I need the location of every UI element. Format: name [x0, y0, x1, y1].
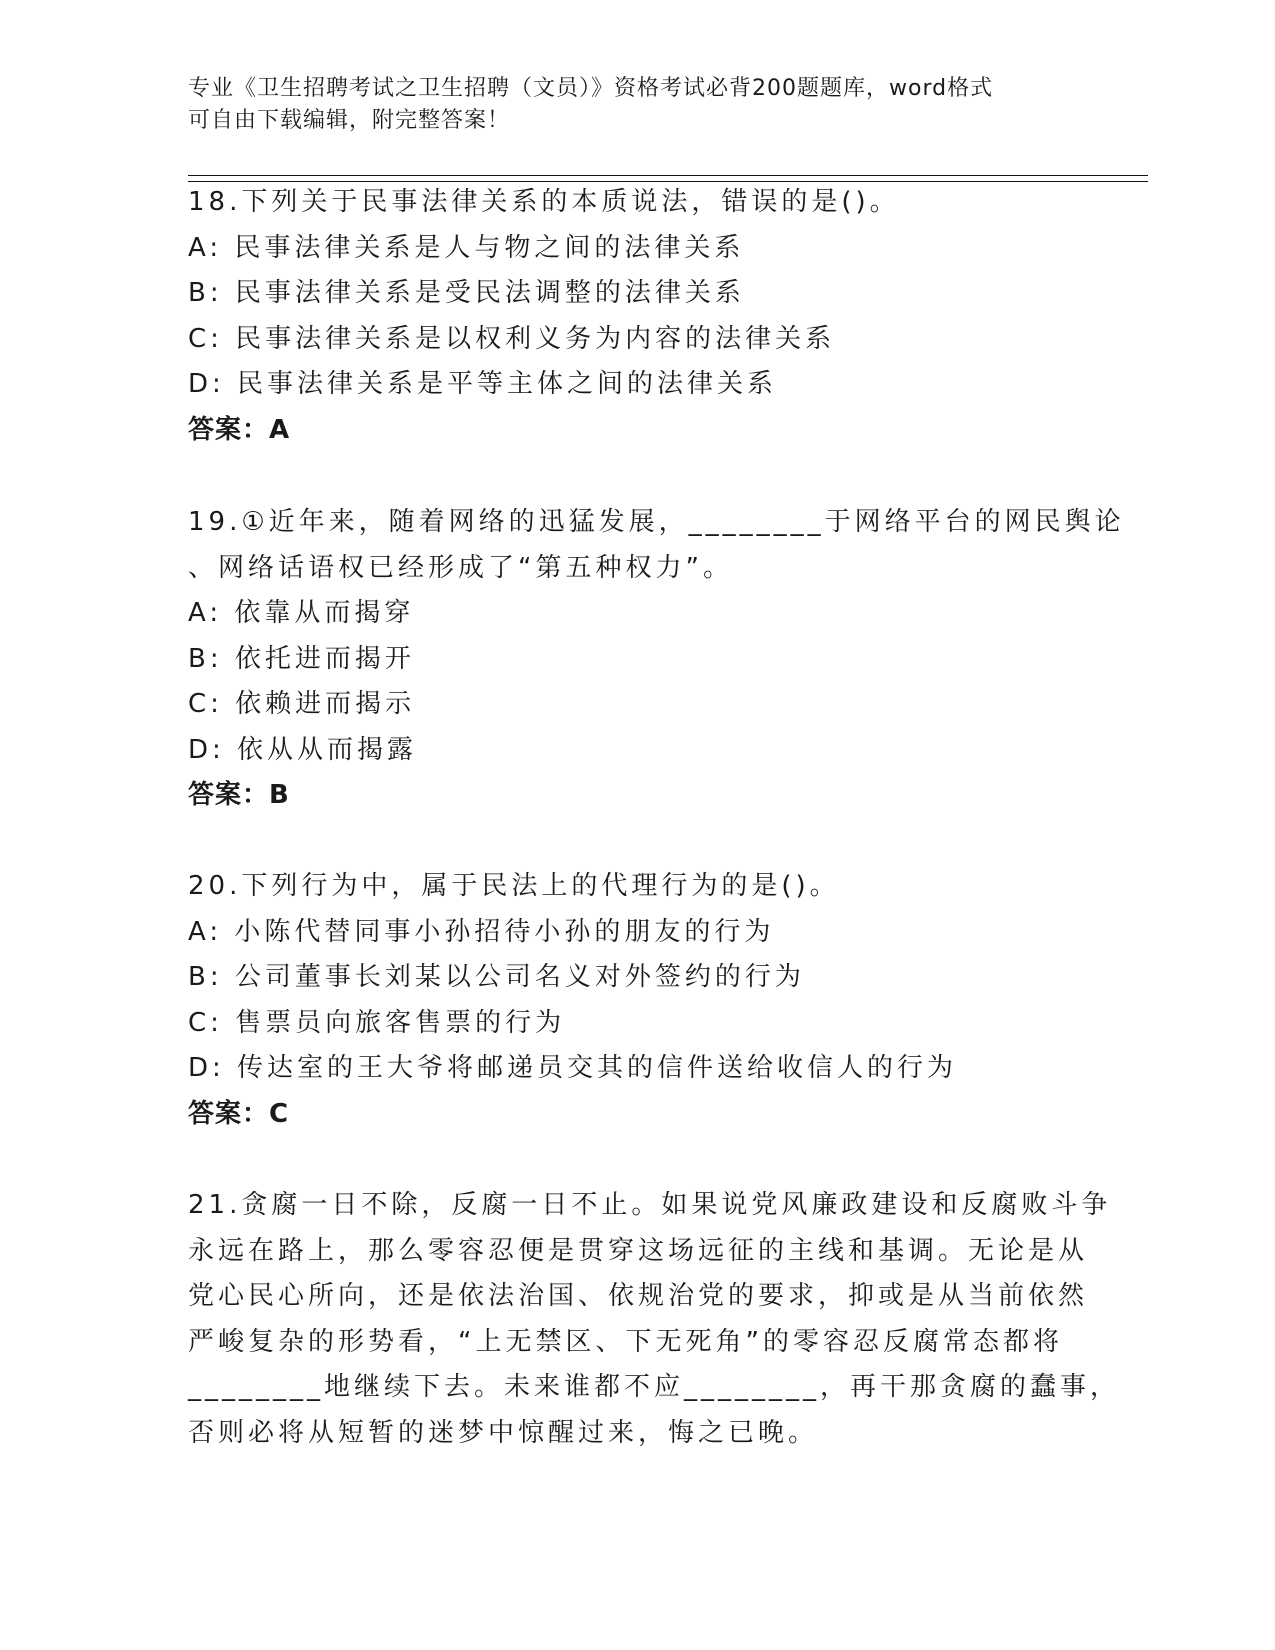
question-stem-continued: 严峻复杂的形势看，“上无禁区、下无死角”的零容忍反腐常态都将 [188, 1326, 1063, 1357]
question-stem-continued: ________地继续下去。未来谁都不应________，再干那贪腐的蠢事， [188, 1372, 1121, 1402]
option-a: A: 依靠从而揭穿 [188, 598, 415, 628]
option-a: A: 民事法律关系是人与物之间的法律关系 [188, 232, 745, 263]
option-a: A: 小陈代替同事小孙招待小孙的朋友的行为 [188, 916, 775, 947]
question-stem: 19.①近年来，随着网络的迅猛发展，________于网络平台的网民舆论 [188, 507, 1125, 537]
answer: 答案：B [188, 780, 290, 810]
header-line-1: 专业《卫生招聘考试之卫生招聘（文员）》资格考试必背200题题库，word格式 [188, 76, 994, 101]
option-c: C: 民事法律关系是以权利义务为内容的法律关系 [188, 323, 836, 354]
header-rule-top [188, 175, 1148, 176]
answer: 答案：C [188, 1098, 290, 1129]
option-b: B: 公司董事长刘某以公司名义对外签约的行为 [188, 962, 805, 992]
option-d: D: 民事法律关系是平等主体之间的法律关系 [188, 369, 778, 399]
question-stem-continued: 、网络话语权已经形成了“第五种权力”。 [188, 552, 733, 583]
question-stem: 20.下列行为中，属于民法上的代理行为的是()。 [188, 871, 840, 901]
question-stem-continued: 党心民心所向，还是依法治国、依规治党的要求，抑或是从当前依然 [188, 1281, 1089, 1311]
question-stem-continued: 永远在路上，那么零容忍便是贯穿这场远征的主线和基调。无论是从 [188, 1235, 1089, 1266]
option-d: D: 传达室的王大爷将邮递员交其的信件送给收信人的行为 [188, 1053, 958, 1083]
document-header [188, 73, 1068, 137]
question-19 [188, 500, 1125, 819]
option-c: C: 依赖进而揭示 [188, 689, 416, 719]
header-line-2: 可自由下载编辑，附完整答案！ [188, 108, 511, 133]
question-18 [188, 180, 1088, 453]
question-20 [188, 864, 1088, 1137]
question-stem: 18.下列关于民事法律关系的本质说法，错误的是()。 [188, 187, 900, 217]
answer: 答案：A [188, 414, 291, 445]
question-stem-continued: 否则必将从短暂的迷梦中惊醒过来，悔之已晚。 [188, 1417, 819, 1448]
question-21 [188, 1183, 1121, 1456]
option-b: B: 依托进而揭开 [188, 643, 415, 674]
option-b: B: 民事法律关系是受民法调整的法律关系 [188, 278, 745, 308]
question-stem: 21.贪腐一日不除，反腐一日不止。如果说党风廉政建设和反腐败斗争 [188, 1190, 1112, 1220]
option-d: D: 依从从而揭露 [188, 734, 418, 765]
option-c: C: 售票员向旅客售票的行为 [188, 1007, 566, 1038]
